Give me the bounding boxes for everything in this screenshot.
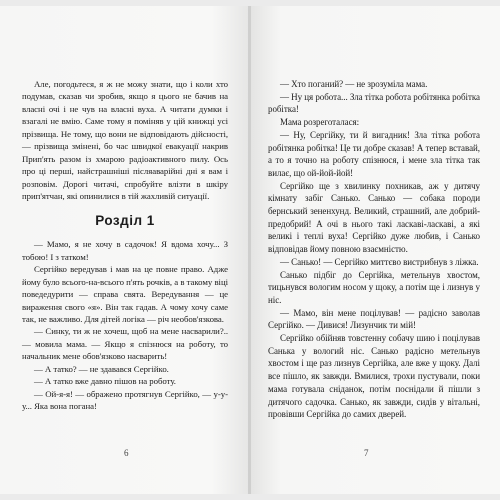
paragraph: — Ну ця робота... Зла тітка робота робітянка робітка робітка! <box>268 91 480 115</box>
paragraph: — Мамо, я не хочу в садочок! Я вдома хочу... З тобою! І з татком! <box>22 239 228 262</box>
left-page <box>0 6 249 494</box>
page-number-left: 6 <box>124 448 129 458</box>
right-page <box>251 6 500 494</box>
paragraph: Сергійко вередував і мав на це повне право. Адже йому було всього-на-всього п'ять рочків, а в такому віці поведедурити — справа свята. Вередування — це вираження свого «я». Він так гадав. А чому хочу саме так, не важливо. Для дітей логіка — річ необов'язкова. <box>22 264 228 324</box>
paragraph: Мама розреготалася: <box>280 117 360 128</box>
left-page-text <box>22 78 228 413</box>
paragraph: — Синку, ти ж не хочеш, щоб на мене насварили?.. — мовила мама. — Якщо я спізнюся на роботу, то начальник мене обов'язково насварить! <box>22 326 228 362</box>
paragraph: Сергійко обійняв товстенну собачу шию і поцілував Санька у вологий ніс. Санько радісно метельнув хвостом і ще раз лизнув Сергійка, але вже у щоку. Далі все пішло, як завжди. Вмилися, трохи пустували, поки мама готувала сніданок, потім поснідали й пішли з дитячого садочка. Санько, як завжди, сидів у вітальні, провівши Сергійка до самих дверей. <box>268 333 480 420</box>
chapter-title: Розділ 1 <box>95 213 155 229</box>
paragraph: — А татко? — не здавався Сергійко. <box>34 363 169 374</box>
page-number-right: 7 <box>364 448 369 458</box>
paragraph: Але, погодьтеся, я ж не можу знати, що і коли хто подумав, сказав чи зробив, якщо я цього не бачив на власні очі і не чув на власні вуха. А читати думки і взагалі не вмію. Саме тому я поміняв у цій книжці усі прізвища. Не тому, що вони не відповідають дійсності, — прізвища змінені, бо час швидкої евакуації накрив Прип'ять разом із хмарою радіоактивного пилу. Ось про ці перші, найстрашніші післяаварійні дні я вам і розповім. Дорогі читачі, спробуйте влізти в шкіру прип'ятчан, які опинилися в тій жахливій ситуації. <box>22 79 228 201</box>
paragraph: — Ну, Сергійку, ти й вигадник! Зла тітка робота робітянка робітка! Це ти добре сказав! А тепер вставай, а то я точно на роботу спізнюся, і мене зла тітка так вилає, що ой-йой-йой! <box>268 129 480 178</box>
paragraph: — Мамо, він мене поцілував! — радісно заволав Сергійко. — Дивися! Лизунчик ти мій! <box>268 307 480 331</box>
paragraph: Санько підбіг до Сергійка, метельнув хвостом, тицьнувся вологим носом у щоку, а потім ще і лизнув у ніс. <box>268 269 480 305</box>
right-page-text <box>268 78 480 421</box>
paragraph: Сергійко ще з хвилинку похникав, аж у дитячу кімнату забіг Санько. Санько — собака породи бернський зененхунд. Великий, страшний, але добрий-предобрий! А очі в нього такі ласкаві-ласкаві, а які великі і теплі вуха! Сергійко дуже любив, і Санько відповідав йому повною взаємністю. <box>268 180 480 255</box>
paragraph: — Хто поганий? — не зрозуміла мама. <box>280 79 428 89</box>
paragraph: — А татко вже давно пішов на роботу. <box>34 376 176 387</box>
paragraph: — Санько! — Сергійко миттєво вистрибнув з ліжка. <box>280 256 479 267</box>
paragraph: — Ой-я-я! — ображено протягнув Сергійко, — у-у-у... Яка вона погана! <box>22 388 228 412</box>
